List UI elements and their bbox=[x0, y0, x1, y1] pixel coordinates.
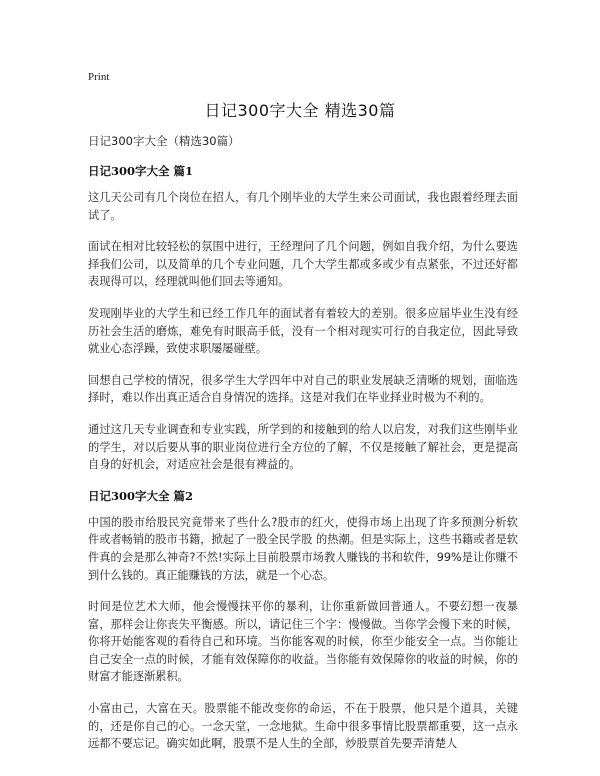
paragraph: 中国的股市给股民究竟带来了些什么?股市的红火，使得市场上出现了许多预测分析软件或者畅销的股市书籍，掀起了一股全民学股 的热潮。但是实际上，这些书籍或者是软件真的会是那么神奇?不然!实际上目前股票市场教人赚钱的书和软件，99%是让你赚不到什么钱的。真正能赚钱的方法，就是一个心态。 bbox=[88, 515, 518, 582]
paragraph: 发现刚毕业的大学生和已经工作几年的面试者有着较大的差别。很多应届毕业生没有经历社会生活的磨炼，难免有时眼高手低，没有一个相对现实可行的自我定位，因此导致就业心态浮躁，致使求职屡屡碰壁。 bbox=[88, 306, 518, 356]
section-heading-2: 日记300字大全 篇2 bbox=[88, 488, 194, 503]
document-subtitle: 日记300字大全（精选30篇） bbox=[88, 134, 240, 148]
paragraph: 时间是位艺术大师，他会慢慢抹平你的暴利，让你重新做回普通人。不要幻想一夜暴富，那样会让你丧失平衡感。所以，请记住三个字：慢慢做。当你学会慢下来的时候，你将开始能客观的看待自己和环境。当你能客观的时候，你至少能安全一点。当你能让自己安全一点的时候，才能有效保障你的收益。当你能有效保障你的收益的时候，你的财富才能逐渐累积。 bbox=[88, 600, 518, 684]
paragraph: 小富由己，大富在天。股票能不能改变你的命运，不在于股票，他只是个道具，关键的，还是你自己的心。一念天堂，一念地狱。生命中很多事情比股票都重要，这一点永远都不要忘记。确实如此啊，股票不是人生的全部，炒股票首先要弄清楚人 bbox=[88, 702, 518, 751]
paragraph: 通过这几天专业调查和专业实践，所学到的和接触到的给人以启发，对我们这些刚毕业的学生，对以后要从事的职业岗位进行全方位的了解，不仅是接触了解社会，更是提高自身的好机会，对适应社会是很有裨益的。 bbox=[88, 422, 518, 472]
section-heading-1: 日记300字大全 篇1 bbox=[88, 164, 194, 178]
document-body bbox=[88, 133, 518, 767]
paragraph: 面试在相对比较轻松的氛围中进行，王经理问了几个问题，例如自我介绍，为什么要选择我们公司，以及简单的几个专业问题，几个大学生都或多或少有点紧张，不过还好都表现得可以，经理就叫他们回去等通知。 bbox=[88, 240, 518, 289]
paragraph: 这几天公司有几个岗位在招人，有几个刚毕业的大学生来公司面试，我也跟着经理去面试了。 bbox=[88, 191, 518, 222]
print-link[interactable]: Print bbox=[88, 71, 110, 83]
page-title: 日记300字大全 精选30篇 bbox=[204, 101, 396, 120]
paragraph: 回想自己学校的情况，很多学生大学四年中对自己的职业发展缺乏清晰的规划，面临选择时，难以作出真正适合自身情况的选择。这是对我们在毕业择业时极为不利的。 bbox=[88, 373, 518, 405]
